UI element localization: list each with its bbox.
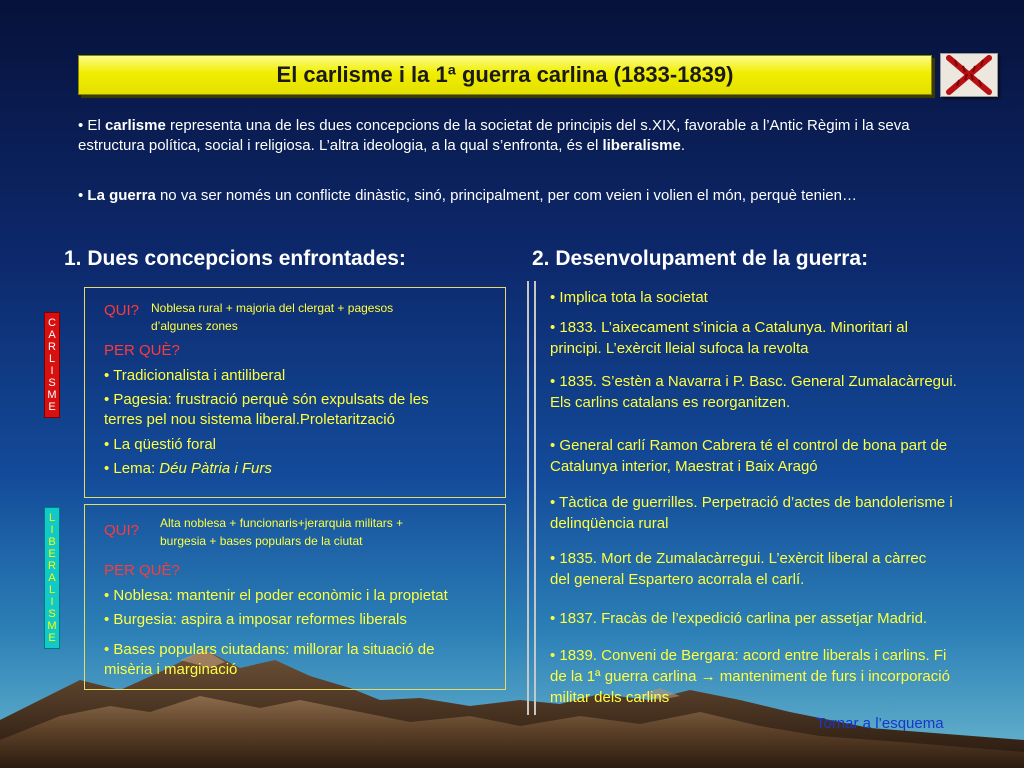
war-item-line: • Implica tota la societat [550, 289, 708, 306]
letter: I [50, 524, 54, 536]
liberalisme-perque-label: PER QUÈ? [104, 562, 180, 579]
war-item [550, 435, 1000, 477]
war-item-line: Els carlins catalans es reorganitzen. [550, 394, 791, 411]
page-title: El carlisme i la 1ª guerra carlina (1833-1839) [276, 62, 734, 87]
carlisme-item: • Pagesia: frustració perquè són expulsats de les [104, 391, 429, 408]
letter: L [48, 353, 56, 365]
war-item-line: militar dels carlins [550, 689, 670, 706]
war-item-line: • Tàctica de guerrilles. Perpetració d’actes de bandolerisme i [550, 494, 953, 511]
war-item-line: • 1839. Conveni de Bergara: acord entre liberals i carlins. Fi [550, 647, 947, 664]
carlisme-item-cont: terres pel nou sistema liberal.Proletarització [104, 411, 395, 428]
intro-bold-carlisme: carlisme [104, 117, 166, 134]
liberalisme-item-cont: misèria i marginació [104, 661, 238, 678]
war-item-line: • General carlí Ramon Cabrera té el control de bona part de [550, 437, 948, 454]
intro-text: . [680, 137, 686, 154]
letter: E [48, 401, 56, 413]
liberalisme-qui-text-line1: Alta noblesa + funcionaris+jerarquia militars + [160, 516, 404, 530]
liberalisme-item: • Noblesa: mantenir el poder econòmic i la propietat [104, 587, 448, 604]
liberalisme-qui-label: QUI? [104, 522, 140, 539]
liberalisme-item: • Bases populars ciutadans: millorar la situació de [104, 641, 435, 658]
intro-paragraph-guerra [78, 186, 938, 206]
intro-paragraph-carlisme [78, 116, 938, 156]
war-item-line: • 1835. Mort de Zumalacàrregui. L’exèrcit liberal a càrrec [550, 550, 927, 567]
carlisme-item: • Tradicionalista i antiliberal [104, 367, 286, 384]
liberalisme-qui-text-line2: burgesia + bases populars de la ciutat [160, 534, 363, 548]
carlisme-qui-text-line2: d’algunes zones [151, 319, 238, 333]
war-item [550, 371, 1000, 413]
war-item [550, 317, 1000, 359]
flag-graphic [941, 54, 997, 96]
war-item-line: • 1835. S’estèn a Navarra i P. Basc. General Zumalacàrregui. [550, 373, 957, 390]
letter: I [50, 596, 54, 608]
war-item [550, 608, 1000, 629]
letter: R [48, 560, 56, 572]
carlisme-qui-text-line1: Noblesa rural + majoria del clergat + pagesos [151, 301, 394, 315]
letter: M [47, 620, 57, 632]
carlisme-vertical-label [44, 312, 60, 418]
lema-text: Déu Pàtria i Furs [159, 460, 272, 477]
intro-bold-guerra: La guerra [83, 187, 156, 204]
heading-desenvolupament: 2. Desenvolupament de la guerra: [532, 247, 869, 270]
war-item [550, 548, 1000, 590]
liberalisme-item: • Burgesia: aspira a imposar reformes liberals [104, 611, 407, 628]
back-to-outline-link[interactable]: Tornar a l’esquema [816, 715, 944, 732]
war-item-line: • 1837. Fracàs de l’expedició carlina per assetjar Madrid. [550, 610, 928, 627]
letter: I [50, 365, 54, 377]
letter: A [48, 329, 56, 341]
letter: E [48, 548, 56, 560]
war-item-line: • 1833. L’aixecament s’inicia a Catalunya. Minoritari al [550, 319, 908, 336]
war-item [550, 492, 1000, 534]
letter: B [48, 536, 56, 548]
letter: A [48, 572, 56, 584]
war-item [550, 287, 1000, 308]
bullet: • [78, 187, 84, 204]
letter: E [48, 632, 56, 644]
intro-text: representa una de les dues concepcions de la societat de principis del s.XIX, favorable a l’Antic Règim i la seva estructura política, social i religiosa. L’altra ideologia, a la qual s’enfronta, és el [78, 117, 910, 154]
letter: R [48, 341, 56, 353]
war-item-line: Catalunya interior, Maestrat i Baix Aragó [550, 458, 818, 475]
war-item-line: principi. L’exèrcit lleial sufoca la revolta [550, 340, 809, 357]
carlisme-lema [104, 459, 272, 479]
carlisme-perque-label: PER QUÈ? [104, 342, 180, 359]
war-item-line: de la 1ª guerra carlina → manteniment de furs i incorporació [550, 668, 950, 685]
letter: L [48, 584, 56, 596]
burgundy-cross-flag-icon[interactable] [940, 53, 998, 97]
letter: M [47, 389, 57, 401]
intro-bold-liberalisme: liberalisme [602, 137, 681, 154]
intro-text: El [83, 117, 105, 134]
war-item-line: del general Espartero acorrala el carlí. [550, 571, 805, 588]
title-bar [78, 55, 932, 95]
intro-text: no va ser només un conflicte dinàstic, sinó, principalment, per com veien i volien el món, perquè tenien… [155, 187, 857, 204]
bullet: • [78, 117, 84, 134]
war-item-line: delinqüència rural [550, 515, 669, 532]
letter: C [48, 317, 56, 329]
war-item [550, 645, 1000, 708]
carlisme-item: • La qüestió foral [104, 436, 216, 453]
lema-prefix: • Lema: [104, 460, 160, 477]
column-divider [527, 281, 536, 715]
liberalisme-vertical-label [44, 507, 60, 649]
letter: L [48, 512, 56, 524]
heading-dues-concepcions: 1. Dues concepcions enfrontades: [64, 247, 406, 270]
letter: S [48, 608, 56, 620]
letter: S [48, 377, 56, 389]
carlisme-qui-label: QUI? [104, 302, 140, 319]
